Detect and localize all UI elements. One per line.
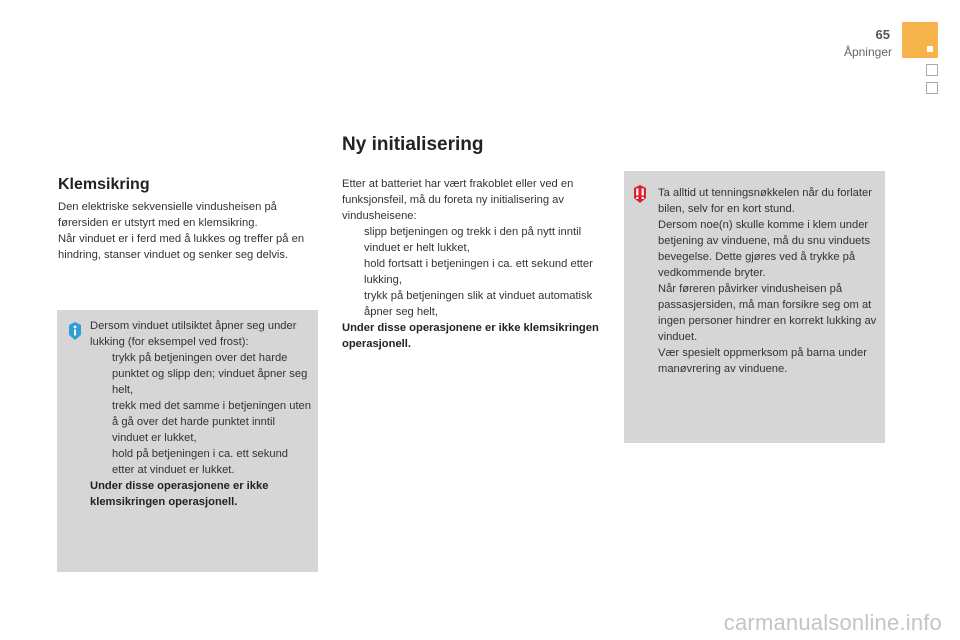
- initialisering-bold-note: Under disse operasjonene er ikke klemsikringen operasjonell.: [342, 322, 599, 350]
- chapter-tab: [902, 22, 938, 58]
- initialisering-content: [342, 176, 602, 352]
- initialisering-lead: Etter at batteriet har vært frakoblet eller ved en funksjonsfeil, må du foreta ny initialisering av vindusheisene:: [342, 178, 574, 222]
- klemsikring-intro: Den elektriske sekvensielle vindusheisen på førersiden er utstyrt med en klemsikring. Når vinduet er i ferd med å lukkes og treffer på en hindring, stanser vinduet og senker seg delvis.: [58, 201, 305, 261]
- info-lead: Dersom vinduet utilsiktet åpner seg under lukking (for eksempel ved frost):: [90, 320, 297, 348]
- info-bold-note: Under disse operasjonene er ikke klemsikringen operasjonell.: [90, 480, 269, 508]
- info-list: [90, 350, 312, 478]
- warning-box: [624, 171, 885, 443]
- list-item: trykk på betjeningen over det harde punktet og slipp den; vinduet åpner seg helt,: [112, 352, 308, 396]
- section-title-initialisering: Ny initialisering: [342, 134, 484, 155]
- warning-text: Ta alltid ut tenningsnøkkelen når du forlater bilen, selv for en kort stund. Dersom noe(n) skulle komme i klem under betjening av vinduene, må du snu vinduets bevegelse. Dette gjøres ved å trykke på vedkommende bryter. Når føreren påvirker vindusheisen på passasjersiden, må man forsikre seg om at ingen personer hindrer en korrekt lukking av vinduet. Vær spesielt oppmerksom på barna under manøvrering av vinduene.: [658, 187, 877, 375]
- info-icon: [67, 322, 83, 340]
- info-box-content: [90, 318, 312, 510]
- index-box-1: [926, 64, 938, 76]
- watermark: carmanualsonline.info: [723, 610, 942, 635]
- initialisering-list: [342, 224, 602, 320]
- warning-exclamation-icon: [632, 185, 648, 203]
- chapter-title: Åpninger: [843, 45, 892, 59]
- list-item: trekk med det samme i betjeningen uten å gå over det harde punktet inntil vinduet er lukket,: [112, 400, 311, 444]
- list-item: hold på betjeningen i ca. ett sekund etter at vinduet er lukket.: [112, 448, 289, 476]
- list-item: slipp betjeningen og trekk i den på nytt inntil vinduet er helt lukket,: [364, 226, 582, 254]
- section-title-klemsikring: Klemsikring: [58, 176, 150, 193]
- page-number: 65: [875, 27, 890, 42]
- list-item: trykk på betjeningen slik at vinduet automatisk åpner seg helt,: [364, 290, 593, 318]
- list-item: hold fortsatt i betjeningen i ca. ett sekund etter lukking,: [364, 258, 593, 286]
- tab-marker: [927, 46, 933, 52]
- index-box-2: [926, 82, 938, 94]
- info-box: [57, 310, 318, 572]
